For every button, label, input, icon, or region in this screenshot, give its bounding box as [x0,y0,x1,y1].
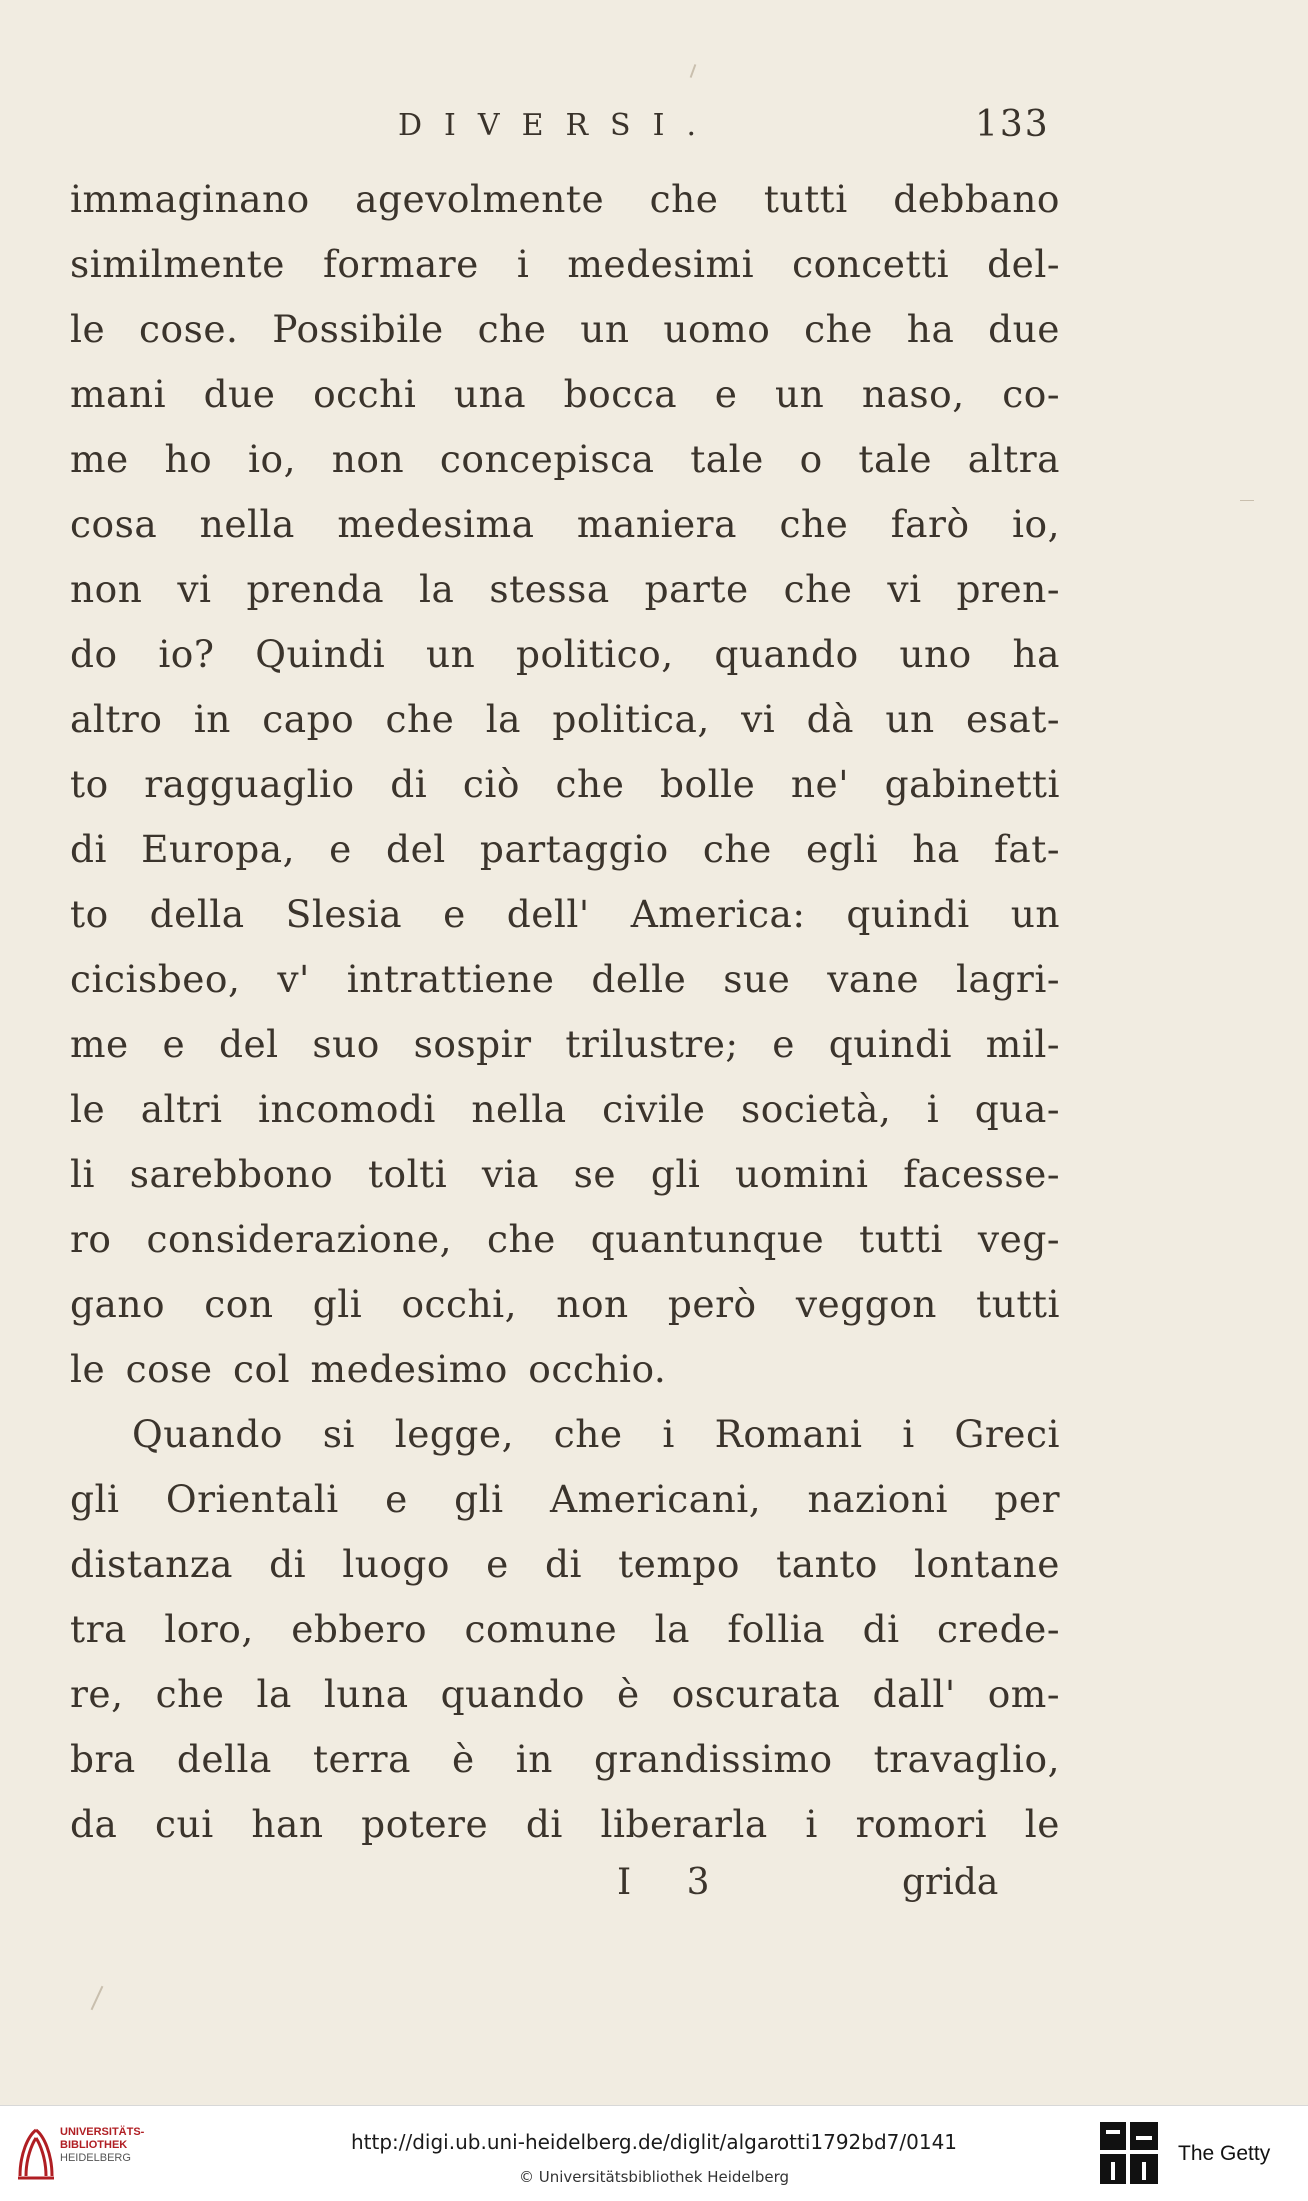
text-line: le cose. Possibile che un uomo che ha due [70,307,1060,351]
signature-line [0,1862,1308,1922]
paragraph-end-line: le cose col medesimo occhio. [70,1347,667,1391]
text-line: do io? Quindi un politico, quando uno ha [70,632,1060,676]
text-line: me e del suo sospir trilustre; e quindi mil- [70,1022,1060,1066]
body-text [70,167,1060,1857]
text-line: altro in capo che la politica, vi dà un esat- [70,697,1060,741]
text-line: to della Slesia e dell' America: quindi un [70,892,1060,936]
text-line: bra della terra è in grandissimo travaglio, [70,1737,1060,1781]
text-line: me ho io, non concepisca tale o tale altra [70,437,1060,481]
getty-logo-icon [1098,2120,1160,2186]
catchword: grida [902,1862,999,1903]
getty-name: The Getty [1178,2142,1271,2165]
signature-mark: I 3 [617,1862,732,1903]
text-line: da cui han potere di liberarla i romori le [70,1802,1060,1846]
text-line: ro considerazione, che quantunque tutti veg- [70,1217,1060,1261]
text-line: gli Orientali e gli Americani, nazioni per [70,1477,1060,1521]
paper-speck [690,64,697,78]
library-name-line: HEIDELBERG [60,2152,131,2164]
paper-speck [91,1986,104,2010]
text-line: mani due occhi una bocca e un naso, co- [70,372,1060,416]
paper-speck [1240,500,1254,501]
page-number: 133 [975,104,1050,145]
running-title: DIVERSI. [398,108,718,143]
library-name-line: UNIVERSITÄTS- [60,2126,145,2138]
permalink-url[interactable]: http://digi.ub.uni-heidelberg.de/diglit/algarotti1792bd7/0141 [350,2130,958,2154]
viewer-footer [0,2105,1308,2201]
text-line: tra loro, ebbero comune la follia di crede- [70,1607,1060,1651]
text-line: similmente formare i medesimi concetti del- [70,242,1060,286]
text-line: li sarebbono tolti via se gli uomini facesse- [70,1152,1060,1196]
text-line: gano con gli occhi, non però veggon tutti [70,1282,1060,1326]
text-line: cicisbeo, v' intrattiene delle sue vane lagri- [70,957,1060,1001]
running-head [0,104,1308,148]
paragraph-start-line: Quando si legge, che i Romani i Greci [132,1412,1060,1456]
text-line: re, che la luna quando è oscurata dall' om- [70,1672,1060,1716]
text-line: cosa nella medesima maniera che farò io, [70,502,1060,546]
library-name-line: BIBLIOTHEK [60,2139,128,2151]
text-line: immaginano agevolmente che tutti debbano [70,177,1060,221]
copyright-notice: © Universitätsbibliothek Heidelberg [518,2168,789,2186]
text-line: to ragguaglio di ciò che bolle ne' gabinetti [70,762,1060,806]
text-line: di Europa, e del partaggio che egli ha fat- [70,827,1060,871]
text-line: non vi prenda la stessa parte che vi pren- [70,567,1060,611]
text-line: distanza di luogo e di tempo tanto lontane [70,1542,1060,1586]
text-line: le altri incomodi nella civile società, i qua- [70,1087,1060,1131]
